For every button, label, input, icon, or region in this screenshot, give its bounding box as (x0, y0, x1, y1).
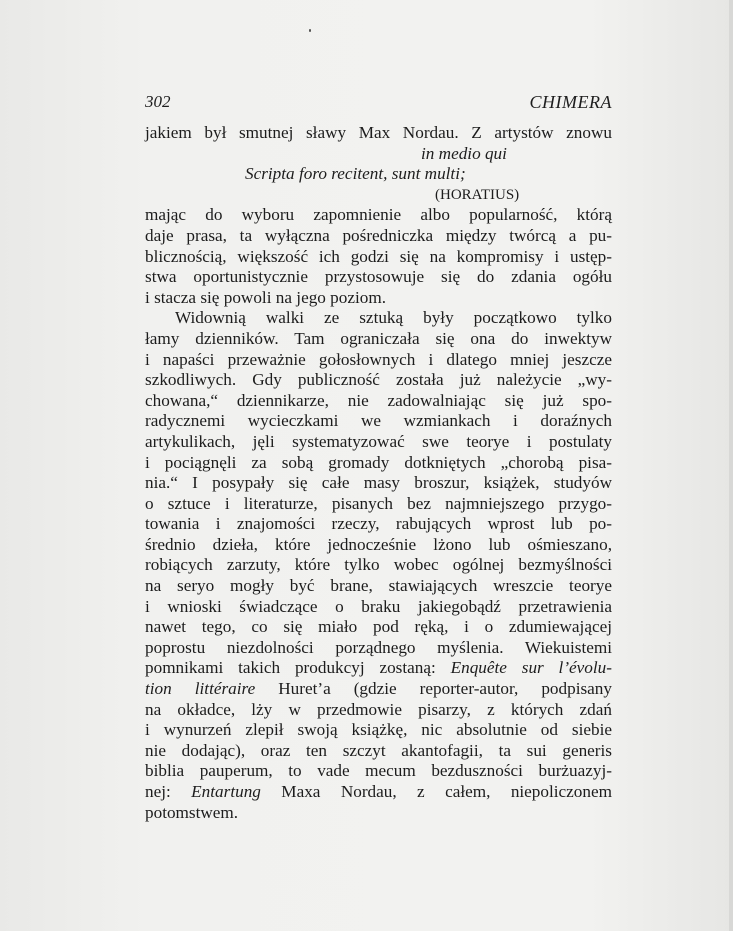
text-line: artykulikach, jęli systematyzować swe teorye i postulaty (145, 431, 612, 451)
text-line: chowana,“ dziennikarze, nie zadowalniając się już spo- (145, 390, 612, 410)
text-line: poprostu niezdolności porządnego myślenia. Wiekuistemi (145, 637, 612, 657)
page-edge (729, 0, 733, 931)
text-line: stwa oportunistycznie przystosowuje się do zdania ogółu (145, 267, 612, 287)
italic-title: Entartung (191, 782, 261, 801)
text-line: i stacza się powoli na jego poziom. (145, 287, 387, 307)
text-line: i wynurzeń zlepił swoją książkę, nic absolutnie od siebie (145, 720, 612, 740)
paragraph-start-line: Widownią walki ze sztuką były początkowo tylko (175, 308, 612, 328)
page-number: 302 (145, 92, 171, 111)
text-run: pomnikami takich produkcyj zostaną: (145, 658, 451, 678)
text-line (145, 782, 612, 803)
quote-line: Scripta foro recitent, sunt multi; (245, 164, 466, 184)
text-line: daje prasa, ta wyłączna pośredniczka między twórcą a pu- (145, 225, 612, 245)
text-line: blicznością, większość ich godzi się na kompromisy i ustęp- (145, 246, 612, 266)
text-line (145, 679, 612, 700)
italic-title: Enquête sur l’évolu- (450, 658, 612, 678)
text-line: szkodliwych. Gdy publiczność została już należycie „wy- (145, 370, 612, 390)
text-run: Maxa Nordau, z całem, niepoliczonem (260, 782, 612, 801)
text-line: i wnioski świadczące o braku jakiegobądź przetrawienia (145, 596, 612, 616)
text-run: nej: (145, 782, 192, 801)
text-line: potomstwem. (145, 802, 239, 822)
quote-attribution: (HORATIUS) (435, 186, 520, 203)
text-line: łamy dzienników. Tam ograniczała się ona do inwektyw (145, 328, 612, 348)
body-text (145, 123, 612, 823)
text-line: radycznemi wycieczkami we wzmiankach i doraźnych (145, 411, 612, 431)
scan-speck (309, 29, 311, 32)
running-title: CHIMERA (529, 92, 612, 112)
text-line: towania i znajomości rzeczy, rabujących wprost lub po- (145, 514, 612, 534)
text-line: i napaści przeważnie gołosłownych i dlatego mniej jeszcze (145, 349, 612, 369)
text-run: Huret’a (gdzie reporter-autor, podpisany (255, 679, 612, 699)
italic-title: tion littéraire (145, 679, 256, 699)
text-line: o sztuce i literaturze, pisanych bez najmniejszego przygo- (145, 493, 612, 513)
text-line: na okładce, lży w przedmowie pisarzy, z których zdań (145, 699, 612, 719)
text-line: średnio dzieła, które jednocześnie lżono lub ośmieszano, (145, 534, 612, 554)
text-line (145, 658, 612, 679)
text-line: robiących zarzuty, które tylko wobec ogólnej bezmyślności (145, 555, 612, 575)
page-header (145, 92, 612, 114)
text-line: mając do wyboru zapomnienie albo popularność, którą (145, 205, 612, 225)
text-line: jakiem był smutnej sławy Max Nordau. Z artystów znowu (145, 123, 612, 142)
text-line: nie dodając), oraz ten szczyt akantofagii, ta sui generis (145, 740, 612, 760)
text-line: na seryo mogły być brane, stawiających wreszcie teorye (145, 576, 612, 596)
quote-line: in medio qui (421, 143, 507, 163)
text-line: biblia pauperum, to vade mecum bezduszności burżuazyj- (145, 761, 612, 781)
text-line: i pociągnęli za sobą gromady dotkniętych „chorobą pisa- (145, 452, 612, 472)
text-line: nia.“ I posypały się całe masy broszur, książek, studyów (145, 473, 612, 493)
text-line: nawet tego, co się miało pod ręką, i o zdumiewającej (145, 617, 612, 637)
